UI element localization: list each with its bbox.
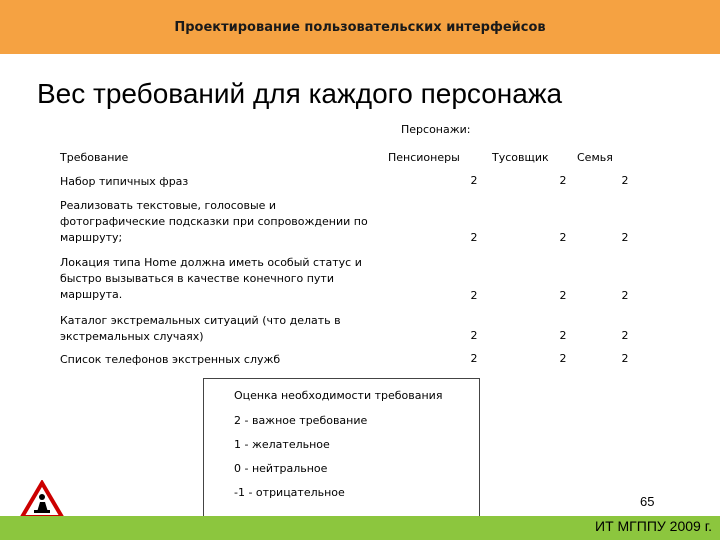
weight-value: 2 xyxy=(621,289,629,302)
weight-value: 2 xyxy=(621,231,629,244)
legend-item: 2 - важное требование xyxy=(234,414,368,427)
weight-value: 2 xyxy=(621,329,629,342)
weight-value: 2 xyxy=(470,174,478,187)
header-bar xyxy=(0,0,720,54)
requirement-text: Каталог экстремальных ситуаций (что делать в экстремальных случаях) xyxy=(60,314,341,343)
legend-item: 0 - нейтральное xyxy=(234,462,328,475)
requirement-text: Список телефонов экстренных служб xyxy=(60,353,281,366)
weight-value: 2 xyxy=(559,289,567,302)
persona-column-header-family: Семья xyxy=(577,151,613,164)
requirement-text: Реализовать текстовые, голосовые и фотографические подсказки при сопровождении по маршруту; xyxy=(60,199,368,244)
requirement-text: Локация типа Home должна иметь особый статус и быстро вызываться в качестве конечного пути маршрута. xyxy=(60,256,362,301)
weight-value: 2 xyxy=(559,174,567,187)
persona-column-header-pensioners: Пенсионеры xyxy=(388,151,460,164)
weight-value: 2 xyxy=(559,329,567,342)
weight-value: 2 xyxy=(621,352,629,365)
legend-item: 1 - желательное xyxy=(234,438,330,451)
page-number: 65 xyxy=(640,494,655,509)
rating-legend-box xyxy=(203,378,480,521)
weight-value: 2 xyxy=(470,352,478,365)
footer-text: ИТ МГППУ 2009 г. xyxy=(595,518,712,534)
persona-column-header-party-goer: Тусовщик xyxy=(492,151,549,164)
header-title: Проектирование пользовательских интерфейсов xyxy=(174,19,546,35)
weight-value: 2 xyxy=(559,352,567,365)
requirement-text: Набор типичных фраз xyxy=(60,175,189,188)
weight-value: 2 xyxy=(470,231,478,244)
personas-caption: Персонажи: xyxy=(401,123,471,136)
legend-item: -1 - отрицательное xyxy=(234,486,345,499)
slide-title: Вес требований для каждого персонажа xyxy=(37,78,563,109)
weight-value: 2 xyxy=(470,289,478,302)
weight-value: 2 xyxy=(559,231,567,244)
weight-value: 2 xyxy=(470,329,478,342)
weight-value: 2 xyxy=(621,174,629,187)
legend-title: Оценка необходимости требования xyxy=(234,389,443,402)
requirement-column-header: Требование xyxy=(60,151,129,164)
